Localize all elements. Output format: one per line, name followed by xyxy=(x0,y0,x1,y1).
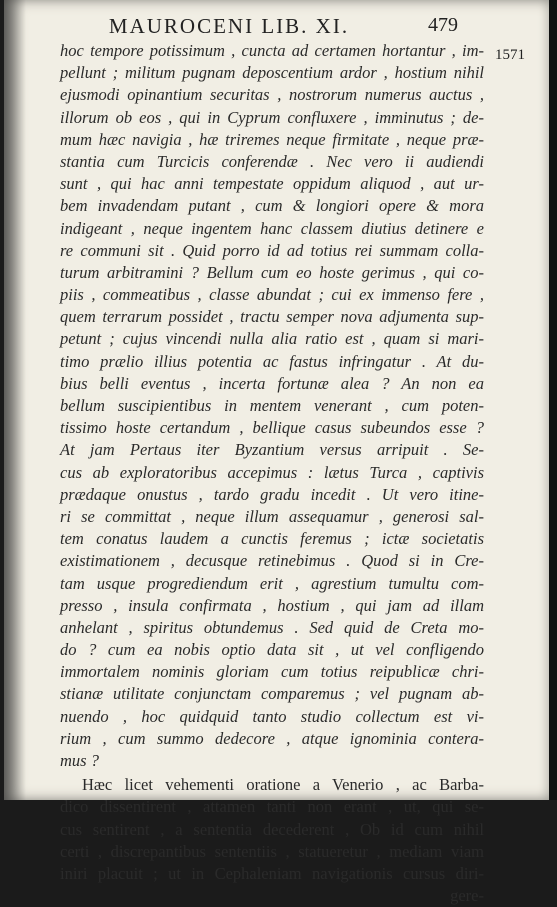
text-line: existimationem , decusque retinebimus . Quod si in Cre- xyxy=(60,551,484,571)
text-line: mus ? xyxy=(60,751,99,770)
text-line: stianæ utilitate conjunctam comparemus ; vel pugnam ab- xyxy=(60,684,484,704)
text-line: pellunt ; militum pugnam deposcentium ardor , hostium nihil xyxy=(60,63,484,83)
text-line: sunt , qui hac anni tempestate oppidum aliquod , aut ur- xyxy=(60,174,484,194)
text-line: re communi sit . Quid porro id ad totius rei summam colla- xyxy=(60,240,484,260)
text-line: ejusmodi opinantium securitas , nostrorum numerus auctus , xyxy=(60,85,484,105)
text-line: tem conatus laudem a cunctis feremus ; ictæ societatis xyxy=(60,529,484,549)
book-page xyxy=(4,0,549,906)
text-line: anhelant , spiritus obtundemus . Sed quid de Creta mo- xyxy=(60,617,484,637)
text-line: bius belli eventus , incerta fortunæ alea ? An non ea xyxy=(60,373,484,393)
body-text xyxy=(60,40,484,907)
text-line: tam usque progrediendum erit , agrestium tumultu com- xyxy=(60,573,484,593)
text-line: tissimo hoste certandum , bellique casus subeundos esse ? xyxy=(60,418,484,438)
text-line: petunt ; cujus vincendi nulla alia ratio est , quam si mari- xyxy=(60,329,484,349)
margin-year-note: 1571 xyxy=(495,47,525,63)
paragraph-first-line: Hæc licet vehementi oratione a Venerio , ac Barba- xyxy=(82,775,484,795)
text-line: ri se committat , neque illum assequamur , generosi sal- xyxy=(60,506,484,526)
text-line: mum hæc navigia , hæ triremes neque firmitate , neque præ- xyxy=(60,129,484,149)
catchword: gere- xyxy=(450,886,484,906)
text-line: At jam Pertaus iter Byzantium versus arripuit . Se- xyxy=(60,440,484,460)
page-edge-shadow xyxy=(549,0,557,800)
text-line: indigeant , neque ingentem hanc classem diutius detinere e xyxy=(60,218,484,238)
text-line: immortalem nominis gloriam cum totius reipublicæ chri- xyxy=(60,662,484,682)
running-title: MAUROCENI LIB. XI. xyxy=(108,14,350,38)
text-line: hoc tempore potissimum , cuncta ad certamen hortantur , im- xyxy=(60,41,484,60)
text-line: prædaque onustus , tardo gradu incedit . Ut vero itine- xyxy=(60,484,484,504)
text-line: bellum suscipientibus in mentem venerant , cum poten- xyxy=(60,396,484,415)
text-line: nuendo , hoc quidquid tanto studio collectum est vi- xyxy=(60,706,484,726)
text-line: timo prælio illius potentia ac fastus infringatur . At du- xyxy=(60,351,484,371)
page-spine-shadow xyxy=(4,0,26,800)
page-number: 479 xyxy=(428,14,458,36)
text-line: rium , cum summo dedecore , atque ignominia contera- xyxy=(60,728,484,748)
text-line: illorum ob eos , qui in Cyprum confluxere , imminutus ; de- xyxy=(60,107,484,127)
text-line: certi , discrepantibus sententiis , statueretur , mediam viam xyxy=(60,841,484,861)
text-line: piis , commeatibus , classe abundat ; cui ex immenso fere , xyxy=(60,285,484,305)
text-line: iniri placuit ; ut in Cephaleniam navigationis cursus diri- xyxy=(60,863,484,883)
text-line: cus sentirent , a sententia decederent , Ob id cum nihil xyxy=(60,819,484,839)
text-line: bem invadendam putant , cum & longiori opere & mora xyxy=(60,196,484,216)
text-line: quem terrarum possidet , tractu semper nova adjumenta sup- xyxy=(60,307,484,327)
text-line: cus ab exploratoribus accepimus : lætus Turca , captivis xyxy=(60,462,484,482)
text-line: dico dissentirent , attamen tanti non erant , ut, qui se- xyxy=(60,797,484,817)
text-line: do ? cum ea nobis optio data sit , ut vel confligendo xyxy=(60,640,484,660)
text-line: stantia cum Turcicis conferendæ . Nec vero ii audiendi xyxy=(60,151,484,171)
text-line: turum arbitramini ? Bellum cum eo hoste gerimus , qui co- xyxy=(60,262,484,282)
text-line: presso , insula confirmata , hostium , qui jam ad illam xyxy=(60,595,484,615)
